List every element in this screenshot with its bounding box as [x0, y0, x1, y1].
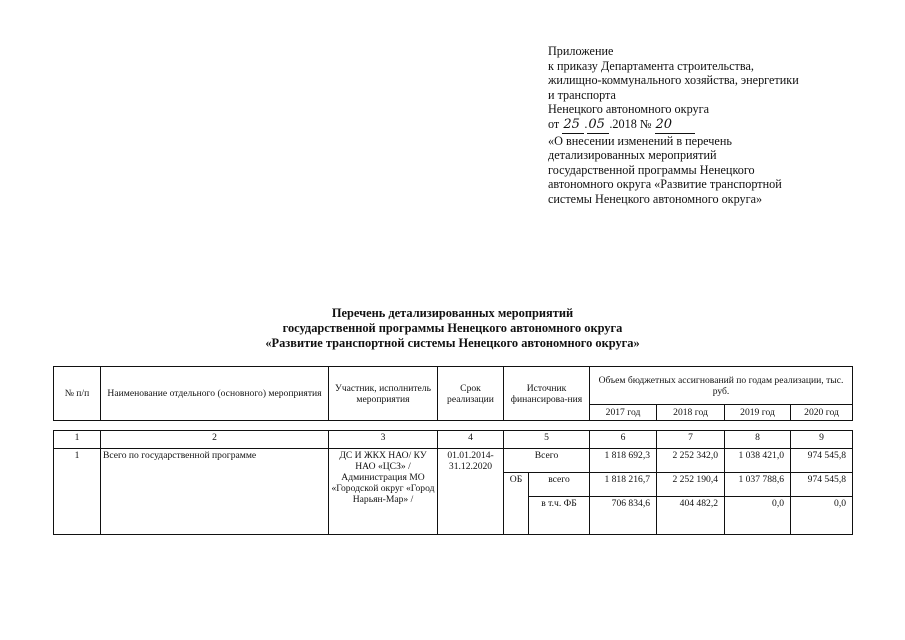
date-prefix: от [548, 116, 560, 131]
col-number: 3 [329, 431, 438, 449]
header-year: 2018 год [657, 405, 725, 421]
header-budget: Объем бюджетных ассигнований по годам реализации, тыс. руб. [590, 367, 853, 405]
appendix-line: Ненецкого автономного округа [548, 102, 710, 117]
appendix-line: Приложение [548, 44, 614, 58]
row-name: Всего по государственной программе [101, 449, 329, 535]
value-cell: 0,0 [791, 497, 853, 535]
value-cell: 1 818 692,3 [590, 449, 657, 473]
header-year: 2019 год [725, 405, 791, 421]
subject-line: государственной программы Ненецкого [548, 162, 755, 177]
title-line: государственной программы Ненецкого автономного округа [282, 321, 623, 335]
header-term: Срок реализации [438, 367, 504, 421]
value-cell: 0,0 [725, 497, 791, 535]
value-cell: 974 545,8 [791, 473, 853, 497]
value-cell: 1 037 788,6 [725, 473, 791, 497]
col-number: 4 [438, 431, 504, 449]
document-title [150, 306, 755, 351]
header-source: Источник финансирова-ния [504, 367, 590, 421]
order-date-line: от 25 .05 .2018 № 20 [548, 117, 868, 134]
value-cell: 1 038 421,0 [725, 449, 791, 473]
title-line: «Развитие транспортной системы Ненецкого автономного округа» [265, 336, 640, 350]
subject-line: детализированных мероприятий [548, 148, 717, 163]
order-number-handwritten: 20 [655, 118, 695, 134]
row-num: 1 [54, 449, 101, 535]
subject-line: системы Ненецкого автономного округа» [548, 191, 763, 206]
value-cell: 706 834,6 [590, 497, 657, 535]
header-table [53, 366, 853, 421]
col-number: 5 [504, 431, 590, 449]
source-group-ob: ОБ [504, 473, 529, 535]
value-cell: 974 545,8 [791, 449, 853, 473]
subject-line: автономного округа «Развитие транспортной [548, 177, 782, 192]
col-number: 2 [101, 431, 329, 449]
date-day-handwritten: 25 [562, 118, 584, 134]
subject-line: «О внесении изменений в перечень [548, 133, 732, 148]
appendix-line: жилищно-коммунального хозяйства, энергетики [548, 73, 799, 88]
header-name: Наименование отдельного (основного) мероприятия [101, 367, 329, 421]
title-line: Перечень детализированных мероприятий [331, 306, 574, 320]
header-participant: Участник, исполнитель мероприятия [329, 367, 438, 421]
value-cell: 2 252 342,0 [657, 449, 725, 473]
value-cell: 1 818 216,7 [590, 473, 657, 497]
source-total: Всего [504, 449, 590, 473]
table-row [54, 449, 853, 473]
col-number: 6 [590, 431, 657, 449]
row-term: 01.01.2014-31.12.2020 [438, 449, 504, 535]
appendix-block [548, 44, 868, 207]
header-year: 2020 год [791, 405, 853, 421]
value-cell: 2 252 190,4 [657, 473, 725, 497]
header-year: 2017 год [590, 405, 657, 421]
source-ob-total: всего [529, 473, 590, 497]
col-number: 9 [791, 431, 853, 449]
data-table [53, 430, 853, 535]
date-year-suffix: .2018 № [609, 116, 652, 131]
appendix-line: к приказу Департамента строительства, [548, 58, 754, 73]
date-month-handwritten: 05 [587, 118, 609, 134]
col-number: 1 [54, 431, 101, 449]
col-number: 8 [725, 431, 791, 449]
column-number-row [54, 431, 853, 449]
value-cell: 404 482,2 [657, 497, 725, 535]
appendix-line: и транспорта [548, 87, 616, 102]
header-num: № п/п [54, 367, 101, 421]
row-participant: ДС И ЖКХ НАО/ КУ НАО «ЦСЗ» /Администрация МО «Городской округ «Город Нарьян-Мар» / [329, 449, 438, 535]
source-fb: в т.ч. ФБ [529, 497, 590, 535]
col-number: 7 [657, 431, 725, 449]
